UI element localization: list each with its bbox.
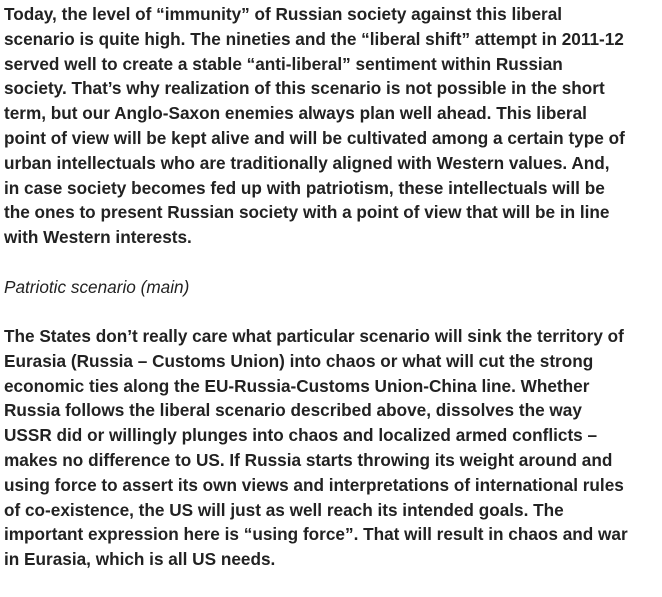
text-line: in case society becomes fed up with patriotism, these intellectuals will be [4, 177, 605, 198]
paragraph-patriotic-scenario [4, 324, 658, 572]
text-line: of co-existence, the US will just as well reach its intended goals. The [4, 499, 564, 520]
text-line: important expression here is “using force”. That will result in chaos and war [4, 524, 628, 545]
section-heading: Patriotic scenario (main) [4, 276, 190, 297]
paragraph-liberal-scenario [4, 2, 658, 250]
text-line: Today, the level of “immunity” of Russian society against this liberal [4, 4, 563, 24]
text-line: urban intellectuals who are traditionally aligned with Western values. And, [4, 152, 610, 173]
text-line: Russia follows the liberal scenario described above, dissolves the way [4, 400, 582, 421]
text-line: point of view will be kept alive and will be cultivated among a certain type of [4, 127, 625, 148]
article-body [4, 2, 658, 597]
text-line: the ones to present Russian society with a point of view that will be in line [4, 202, 610, 223]
text-line: USSR did or willingly plunges into chaos and localized armed conflicts – [4, 425, 598, 446]
text-line: makes no difference to US. If Russia starts throwing its weight around and [4, 449, 613, 470]
text-line: served well to create a stable “anti-liberal” sentiment within Russian [4, 53, 563, 74]
text-line: society. That’s why realization of this scenario is not possible in the short [4, 78, 605, 99]
text-line: The States don’t really care what particular scenario will sink the territory of [4, 325, 624, 346]
text-line: using force to assert its own views and interpretations of international rules [4, 474, 624, 495]
text-line: Eurasia (Russia – Customs Union) into chaos or what will cut the strong [4, 350, 594, 371]
text-line: term, but our Anglo-Saxon enemies always plan well ahead. This liberal [4, 103, 587, 124]
text-line: in Eurasia, which is all US needs. [4, 549, 276, 570]
text-line: scenario is quite high. The nineties and the “liberal shift” attempt in 2011-12 [4, 28, 624, 49]
text-line: economic ties along the EU-Russia-Customs Union-China line. Whether [4, 375, 590, 396]
text-line: with Western interests. [4, 227, 192, 248]
